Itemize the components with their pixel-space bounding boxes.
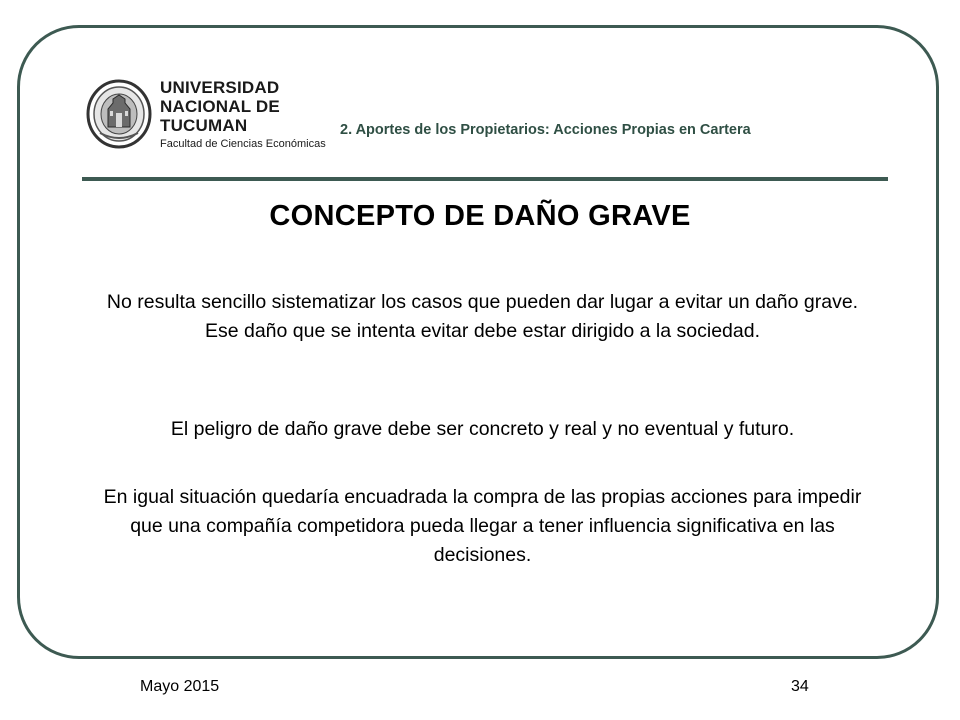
university-logo [86, 76, 332, 152]
logo-line-2: NACIONAL DE [160, 96, 280, 116]
logo-line-3: TUCUMAN [160, 115, 248, 135]
paragraph-1: No resulta sencillo sistematizar los casos que pueden dar lugar a evitar un daño grave. Ese daño que se intenta evitar debe estar dirigido a la sociedad. [106, 291, 859, 342]
logo-line-1: UNIVERSIDAD [160, 77, 280, 97]
paragraph-2: El peligro de daño grave debe ser concreto y real y no eventual y futuro. [170, 418, 795, 440]
university-seal-icon [86, 79, 152, 149]
footer-date: Mayo 2015 [140, 678, 220, 695]
page-number: 34 [791, 678, 809, 695]
header-title: 2. Aportes de los Propietarios: Acciones Propias en Cartera [340, 122, 751, 138]
logo-subtitle: Facultad de Ciencias Económicas [160, 137, 326, 150]
paragraph-3: En igual situación quedaría encuadrada la compra de las propias acciones para impedir que una compañía competidora pueda llegar a tener influencia significativa en las decisiones. [103, 486, 862, 566]
logo-text [160, 79, 326, 150]
header-divider [82, 177, 888, 181]
slide-title: CONCEPTO DE DAÑO GRAVE [269, 200, 691, 232]
